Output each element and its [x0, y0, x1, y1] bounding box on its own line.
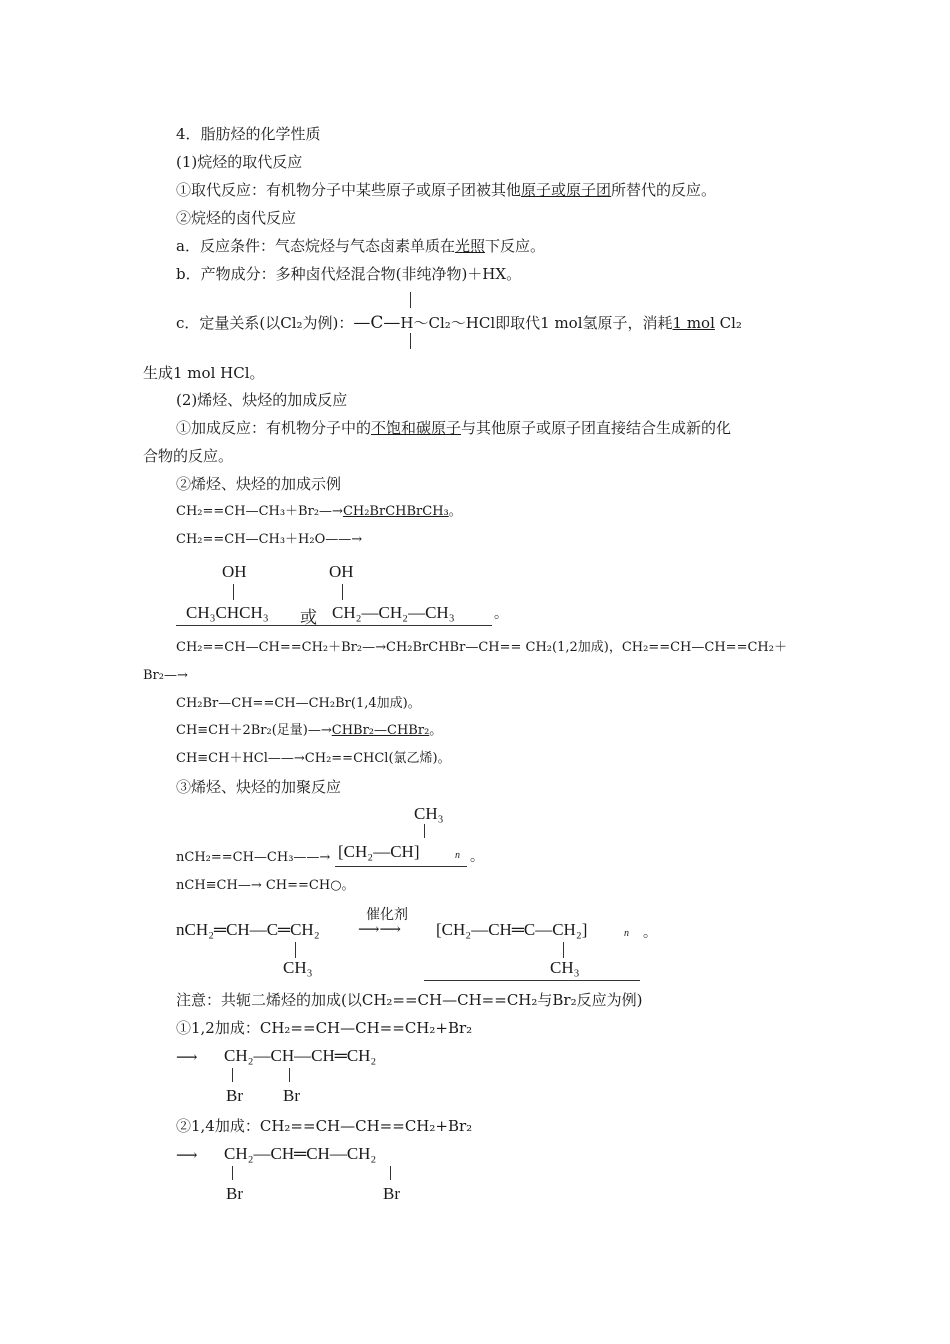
isoprene-monomer: nCH₂═CH—C═CH₂: [176, 920, 320, 939]
subsection-item: ②烷烃的卤代反应: [176, 209, 297, 227]
reaction-arrow: ⟶⟶: [358, 920, 402, 938]
repeat-n: n: [455, 850, 460, 861]
bond-line: [410, 292, 411, 308]
product-isopropanol: CH₃CHCH₃: [186, 603, 269, 622]
bromine-atom: Br: [226, 1086, 243, 1105]
note-conjugated-diene: 注意：共轭二烯烃的加成(以CH₂==CH—CH==CH₂与Br₂反应为例): [176, 991, 643, 1009]
paragraph-addition-definition: ①加成反应：有机物分子中的不饱和碳原子与其他原子或原子团直接结合生成新的化: [176, 419, 732, 437]
bromine-atom: Br: [383, 1184, 400, 1203]
answer-blank: CHBr₂—CHBr₂: [331, 723, 430, 738]
paragraph-reaction-condition: a．反应条件：气态烷烃与气态卤素单质在光照下反应。: [176, 237, 545, 255]
subsection-heading: (1)烷烃的取代反应: [176, 153, 303, 171]
bond-line: [289, 1068, 290, 1082]
polyisoprene-unit: [CH₂—CH═C—CH₂]: [436, 920, 588, 939]
reaction-arrow: ⟶: [176, 1146, 198, 1164]
oh-group: OH: [222, 562, 247, 581]
equation-propene-polymerization: nCH₂==CH—CH₃——→: [176, 850, 331, 865]
catalyst-label: 催化剂: [366, 908, 408, 923]
paragraph-continued: 生成1 mol HCl。: [143, 364, 265, 382]
period: 。: [494, 607, 508, 622]
item-14-addition: ②1,4加成：CH₂==CH—CH==CH₂+Br₂: [176, 1117, 473, 1135]
subsection-item: ③烯烃、炔烃的加聚反应: [176, 778, 342, 796]
bond-line: [424, 824, 425, 838]
oh-group: OH: [329, 562, 354, 581]
equation-propene-water: CH₂==CH—CH₃＋H₂O——→: [176, 532, 363, 547]
methyl-group: CH₃: [414, 804, 444, 823]
equation-acetylene-hcl: CH≡CH＋HCl——→CH₂==CHCl(氯乙烯)。: [176, 751, 451, 766]
paragraph-quantitative: c．定量关系(以Cl₂为例)：—C—H～Cl₂～HCl即取代1 mol氢原子，消耗1 mol Cl₂: [176, 313, 742, 333]
product-propanol: CH₂—CH₂—CH₃: [332, 603, 455, 622]
answer-underline: [335, 866, 467, 867]
bond-line: [410, 333, 411, 349]
period: 。: [470, 850, 484, 865]
answer-blank: 原子或原子团: [521, 181, 612, 199]
answer-underline: [424, 980, 640, 981]
section-heading: 4．脂肪烃的化学性质: [176, 125, 321, 143]
answer-blank: 不饱和碳原子: [371, 419, 462, 437]
subsection-heading: (2)烯烃、炔烃的加成反应: [176, 391, 348, 409]
paragraph-continued: Br₂—→: [143, 668, 188, 683]
equation-propene-bromine: CH₂==CH—CH₃＋Br₂—→CH₂BrCHBrCH₃。: [176, 504, 462, 519]
bond-line: [390, 1166, 391, 1180]
methyl-group: CH₃: [550, 958, 580, 977]
bond-line: [232, 1166, 233, 1180]
product-12-dibromide: CH₂—CH—CH═CH₂: [224, 1046, 377, 1065]
or-text: 或: [300, 608, 317, 627]
bond-line: [295, 942, 296, 958]
bond-line: [233, 584, 234, 600]
equation-acetylene-polymerization: nCH≡CH—→ CH==CH○。: [176, 878, 355, 893]
subsection-item: ②烯烃、炔烃的加成示例: [176, 475, 342, 493]
bromine-atom: Br: [283, 1086, 300, 1105]
methyl-group: CH₃: [283, 958, 313, 977]
product-14-dibromide: CH₂—CH═CH—CH₂: [224, 1144, 377, 1163]
period: 。: [643, 926, 657, 941]
paragraph-continued: 合物的反应。: [143, 447, 234, 465]
bond-line: [342, 584, 343, 600]
bond-line: [232, 1068, 233, 1082]
bromine-atom: Br: [226, 1184, 243, 1203]
repeat-n: n: [624, 928, 629, 939]
equation-butadiene-bromine: CH₂==CH—CH==CH₂＋Br₂—→CH₂BrCHBr—CH== CH₂(1,2加成)，CH₂==CH—CH==CH₂＋: [176, 640, 787, 655]
bond-line: [563, 942, 564, 958]
paragraph-product: b．产物成分：多种卤代烃混合物(非纯净物)＋HX。: [176, 265, 522, 283]
item-12-addition: ①1,2加成：CH₂==CH—CH==CH₂+Br₂: [176, 1019, 473, 1037]
polypropylene-unit: [CH₂—CH]: [338, 842, 420, 861]
answer-blank: 光照: [454, 237, 485, 255]
equation-acetylene-bromine: CH≡CH＋2Br₂(足量)—→CHBr₂—CHBr₂。: [176, 723, 443, 738]
reaction-arrow: ⟶: [176, 1048, 198, 1066]
answer-blank: CH₂BrCHBrCH₃: [342, 504, 449, 519]
answer-underline: [176, 625, 492, 626]
answer-blank: 1 mol: [672, 314, 715, 332]
paragraph-substitution-definition: ①取代反应：有机物分子中某些原子或原子团被其他原子或原子团所替代的反应。: [176, 181, 717, 199]
equation-14-addition: CH₂Br—CH==CH—CH₂Br(1,4加成)。: [176, 696, 421, 711]
